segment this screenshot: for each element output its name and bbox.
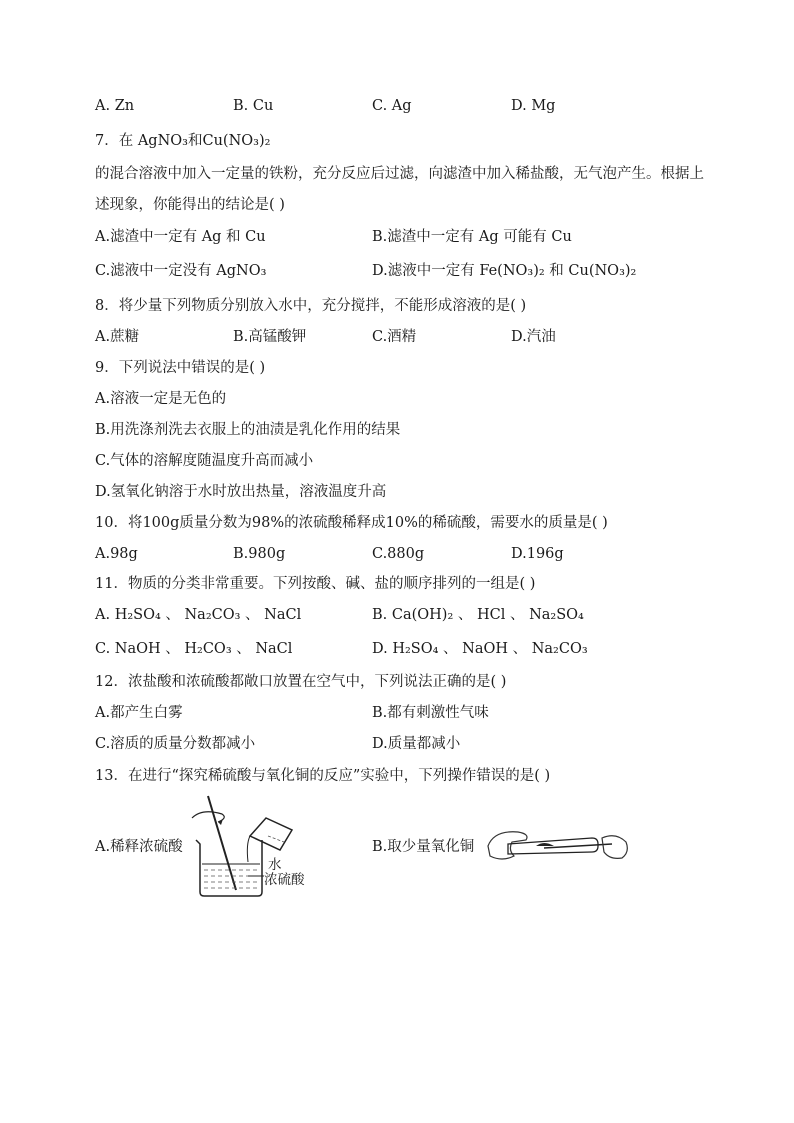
figure-label-acid: 浓硫酸 bbox=[264, 872, 305, 888]
q9-option-c[interactable]: C.气体的溶解度随温度升高而减小 bbox=[95, 453, 314, 469]
q8-option-d[interactable]: D.汽油 bbox=[511, 329, 556, 345]
q13-stem: 13．在进行“探究稀硫酸与氧化铜的反应”实验中，下列操作错误的是( ) bbox=[95, 768, 551, 784]
q7-stem-line1: 7．在 AgNO₃和Cu(NO₃)₂ bbox=[95, 133, 271, 149]
q8-option-c[interactable]: C.酒精 bbox=[372, 329, 417, 345]
copper-oxide-powder bbox=[536, 843, 554, 846]
q12-option-c[interactable]: C.溶质的质量分数都减小 bbox=[95, 736, 256, 752]
q10-option-d[interactable]: D.196g bbox=[511, 546, 564, 562]
q10-option-c[interactable]: C.880g bbox=[372, 546, 425, 562]
q13-option-b[interactable]: B.取少量氧化铜 bbox=[372, 839, 475, 855]
figure-label-water: 水 bbox=[268, 857, 282, 873]
q10-option-a[interactable]: A.98g bbox=[95, 546, 138, 562]
stir-arrow-icon bbox=[192, 812, 224, 822]
pouring-beaker bbox=[250, 818, 292, 850]
q7-option-a[interactable]: A.滤渣中一定有 Ag 和 Cu bbox=[95, 229, 266, 245]
q7-stem: 的混合溶液中加入一定量的铁粉，充分反应后过滤，向滤渣中加入稀盐酸，无气泡产生。根据上述现象，你能得出的结论是( ) bbox=[95, 166, 704, 213]
q6-option-d[interactable]: D. Mg bbox=[511, 98, 556, 114]
q9-option-b[interactable]: B.用洗涤剂洗去衣服上的油渍是乳化作用的结果 bbox=[95, 422, 401, 438]
q9-stem: 9．下列说法中错误的是( ) bbox=[95, 360, 266, 376]
q10-stem: 10．将100g质量分数为98%的浓硫酸稀释成10%的稀硫酸，需要水的质量是( ) bbox=[95, 515, 608, 531]
q11-option-a[interactable]: A. H₂SO₄ 、 Na₂CO₃ 、 NaCl bbox=[95, 607, 302, 623]
q11-option-b[interactable]: B. Ca(OH)₂ 、 HCl 、 Na₂SO₄ bbox=[372, 607, 584, 623]
q13-option-a[interactable]: A.稀释浓硫酸 bbox=[95, 839, 183, 855]
right-hand-icon bbox=[602, 836, 627, 859]
q12-option-b[interactable]: B.都有刺激性气味 bbox=[372, 705, 489, 721]
test-tube-spatula-figure bbox=[484, 824, 630, 868]
q12-option-a[interactable]: A.都产生白雾 bbox=[95, 705, 183, 721]
q12-stem: 12．浓盐酸和浓硫酸都敞口放置在空气中，下列说法正确的是( ) bbox=[95, 674, 507, 690]
q10-option-b[interactable]: B.980g bbox=[233, 546, 286, 562]
q9-option-d[interactable]: D.氢氧化钠溶于水时放出热量，溶液温度升高 bbox=[95, 484, 387, 500]
spatula bbox=[544, 844, 612, 848]
q11-option-c[interactable]: C. NaOH 、 H₂CO₃ 、 NaCl bbox=[95, 641, 293, 657]
q12-option-d[interactable]: D.质量都减小 bbox=[372, 736, 461, 752]
q7-option-d[interactable]: D.滤液中一定有 Fe(NO₃)₂ 和 Cu(NO₃)₂ bbox=[372, 263, 637, 279]
q8-stem: 8．将少量下列物质分别放入水中，充分搅拌，不能形成溶液的是( ) bbox=[95, 298, 527, 314]
q6-option-b[interactable]: B. Cu bbox=[233, 98, 274, 114]
q9-option-a[interactable]: A.溶液一定是无色的 bbox=[95, 391, 227, 407]
q11-stem: 11．物质的分类非常重要。下列按酸、碱、盐的顺序排列的一组是( ) bbox=[95, 576, 536, 592]
q11-option-d[interactable]: D. H₂SO₄ 、 NaOH 、 Na₂CO₃ bbox=[372, 641, 588, 657]
q8-option-b[interactable]: B.高锰酸钾 bbox=[233, 329, 307, 345]
q6-option-a[interactable]: A. Zn bbox=[95, 98, 135, 114]
q8-option-a[interactable]: A.蔗糖 bbox=[95, 329, 140, 345]
q6-option-c[interactable]: C. Ag bbox=[372, 98, 412, 114]
q7-option-b[interactable]: B.滤渣中一定有 Ag 可能有 Cu bbox=[372, 229, 572, 245]
q7-option-c[interactable]: C.滤液中一定没有 AgNO₃ bbox=[95, 263, 267, 279]
